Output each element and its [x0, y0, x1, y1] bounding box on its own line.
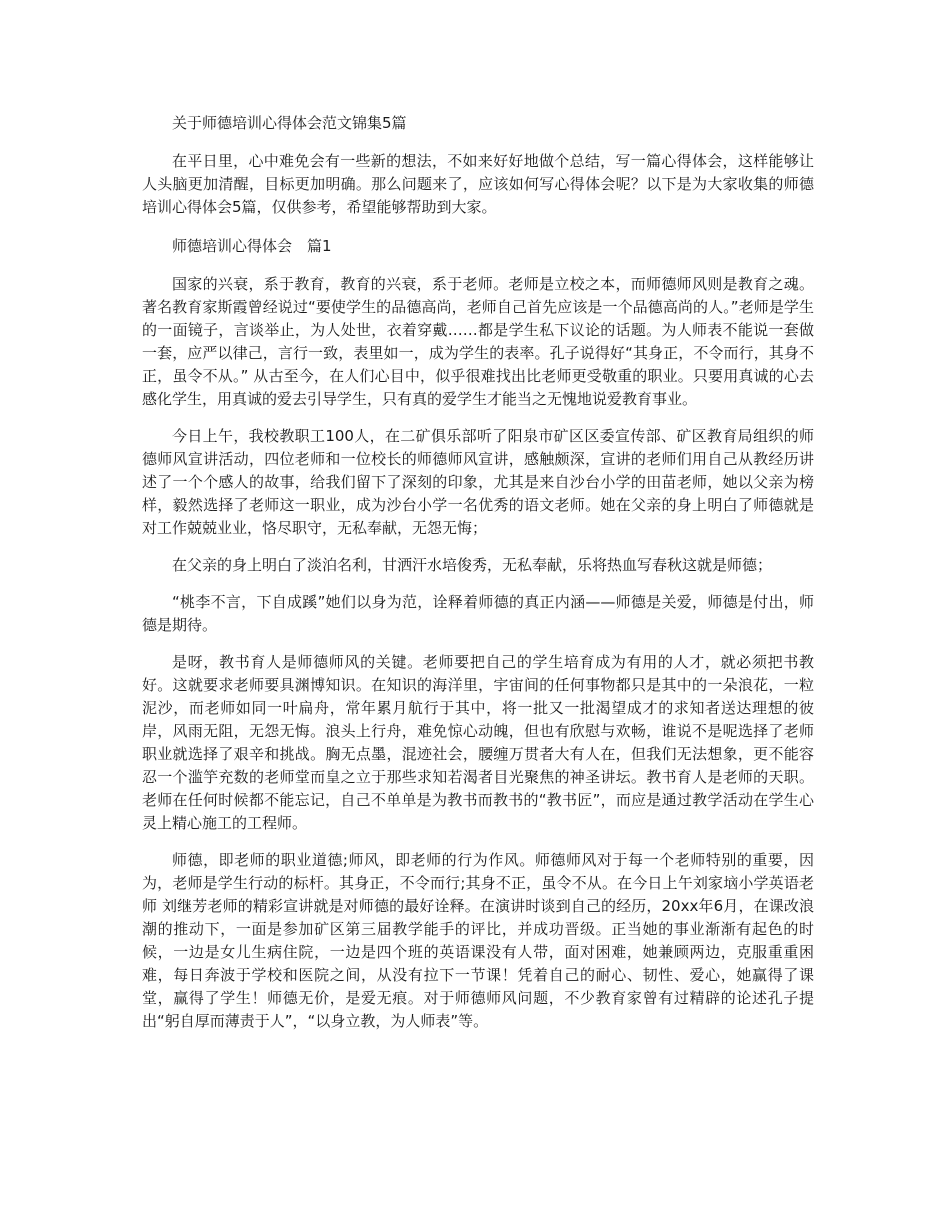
section-heading: 师德培训心得体会 篇1: [172, 237, 332, 255]
body-paragraph-3: 在父亲的身上明白了淡泊名利，甘洒汗水培俊秀，无私奉献，乐将热血写春秋这就是师德；: [172, 556, 773, 574]
intro-paragraph: 在平日里，心中难免会有一些新的想法，不如来好好地做个总结，写一篇心得体会，这样能够让人头脑更加清醒，目标更加明确。那么问题来了，应该如何写心得体会呢？以下是为大家收集的师德培训心得体会5篇，仅供参考，希望能够帮助到大家。: [142, 152, 814, 216]
body-paragraph-2: 今日上午，我校教职工100人，在二矿俱乐部听了阳泉市矿区区委宣传部、矿区教育局组织的师德师风宣讲活动，四位老师和一位校长的师德师风宣讲，感触颇深，宣讲的老师们用自己从教经历讲述了一个个感人的故事，给我们留下了深刻的印象，尤其是来自沙台小学的田苗老师，她以父亲为榜样，毅然选择了老师这一职业，成为沙台小学一名优秀的语文老师。她在父亲的身上明白了师德就是对工作兢兢业业，恪尽职守，无私奉献，无怨无悔；: [142, 427, 814, 537]
body-paragraph-5: 是呀，教书育人是师德师风的关键。老师要把自己的学生培育成为有用的人才，就必须把书教好。这就要求老师要具渊博知识。在知识的海洋里，宇宙间的任何事物都只是其中的一朵浪花，一粒泥沙，而老师如同一叶扁舟，常年累月航行于其中，将一批又一批渴望成才的求知者送达理想的彼岸，风雨无阻，无怨无悔。浪头上行舟，难免惊心动魄，但也有欣慰与欢畅，谁说不是呢选择了老师职业就选择了艰辛和挑战。胸无点墨，混迹社会，腰缠万贯者大有人在，但我们无法想象，更不能容忍一个滥竽充数的老师堂而皇之立于那些求知若渴者目光聚焦的神圣讲坛。教书育人是老师的天职。老师在任何时候都不能忘记，自己不单单是为教书而教书的“教书匠”，而应是通过教学活动在学生心灵上精心施工的工程师。: [142, 653, 814, 832]
document-page: [142, 110, 814, 1047]
body-paragraph-4: “桃李不言，下自成蹊”她们以身为范，诠释着师德的真正内涵——师德是关爱，师德是付出，师德是期待。: [142, 593, 814, 634]
body-paragraph-1: 国家的兴衰，系于教育，教育的兴衰，系于老师。老师是立校之本，而师德师风则是教育之魂。著名教育家斯霞曾经说过“要使学生的品德高尚，老师自己首先应该是一个品德高尚的人。”老师是学生的一面镜子，言谈举止，为人处世，衣着穿戴……都是学生私下议论的话题。为人师表不能说一套做一套，应严以律己，言行一致，表里如一，成为学生的表率。孔子说得好“其身正，不令而行，其身不正，虽令不从。” 从古至今，在人们心目中，似乎很难找出比老师更受敬重的职业。只要用真诚的心去感化学生，用真诚的爱去引导学生，只有真的爱学生才能当之无愧地说爱教育事业。: [142, 275, 814, 408]
body-paragraph-6: 师德，即老师的职业道德;师风，即老师的行为作风。师德师风对于每一个老师特别的重要，因为，老师是学生行动的标杆。其身正，不令而行;其身不正，虽令不从。在今日上午刘家垴小学英语老师 刘继芳老师的精彩宣讲就是对师德的最好诠释。在演讲时谈到自己的经历，20xx年6月，在课改浪潮的推动下，一面是参加矿区第三届教学能手的评比，并成功晋级。正当她的事业渐渐有起色的时候，一边是女儿生病住院，一边是四个班的英语课没有人带，面对困难，她兼顾两边，克服重重困难，每日奔波于学校和医院之间，从没有拉下一节课！凭着自己的耐心、韧性、爱心，她赢得了课堂，赢得了学生！师德无价，是爱无痕。对于师德师风问题，不少教育家曾有过精辟的论述孔子提出“躬自厚而薄责于人”，“以身立教，为人师表”等。: [142, 851, 814, 1030]
document-title: 关于师德培训心得体会范文锦集5篇: [172, 114, 407, 132]
